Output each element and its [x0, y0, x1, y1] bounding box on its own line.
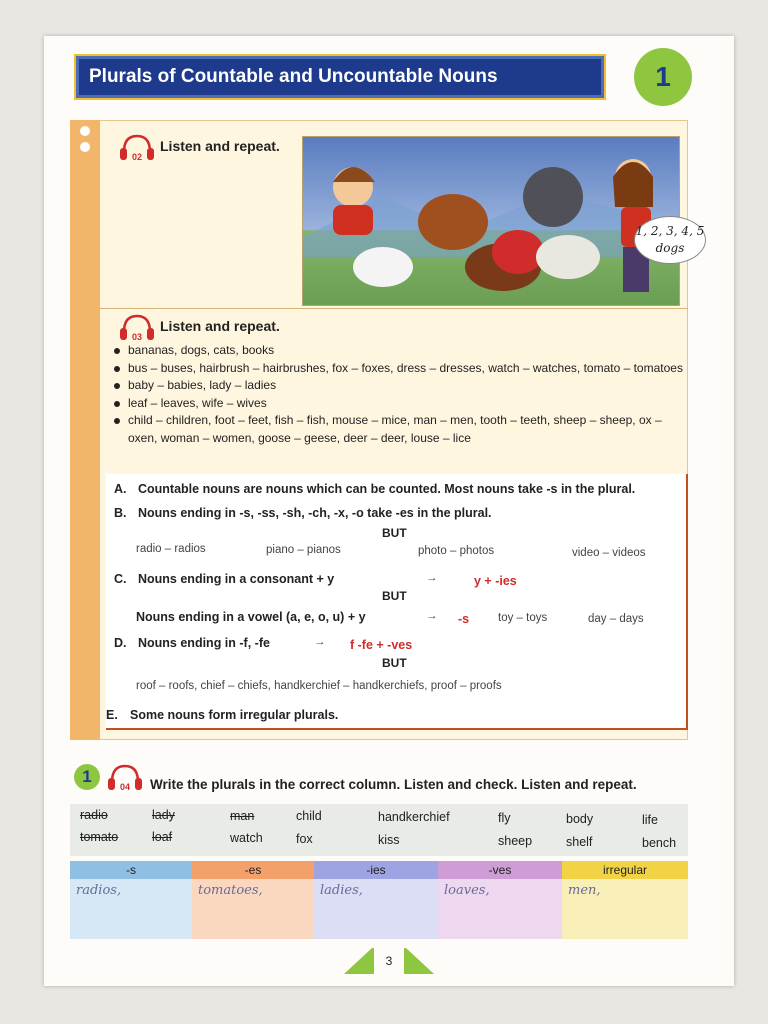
track-number: 03 — [131, 332, 142, 342]
unit-badge: 1 — [634, 48, 692, 106]
divider — [100, 308, 688, 309]
arrow: → — [314, 636, 326, 648]
word: lady — [152, 808, 175, 822]
word: sheep — [498, 834, 533, 848]
list-item: child – children, foot – feet, fish – fish, mouse – mice, man – men, tooth – teeth, sheep – sheep, ox – oxen, woman – women, goose – geese, deer – deer, louse – lice — [114, 412, 684, 447]
word: radio — [80, 808, 108, 822]
word: shelf — [566, 835, 593, 849]
rule-result: -s — [458, 612, 470, 626]
list-item: baby – babies, lady – ladies — [114, 377, 684, 395]
rule-result: y + -ies — [474, 574, 517, 588]
word: fox — [296, 832, 313, 846]
rule-d: D. Nouns ending in -f, -fe — [114, 636, 270, 650]
word: body — [566, 812, 594, 826]
example: toy – toys — [498, 612, 548, 624]
track-number: 02 — [131, 152, 142, 162]
but-label: BUT — [382, 589, 407, 603]
column-header: -ies — [314, 861, 438, 879]
word: life — [642, 813, 658, 827]
example: day – days — [588, 613, 644, 625]
strip-dot — [80, 126, 90, 136]
but-label: BUT — [382, 656, 407, 670]
exercise-number: 1 — [74, 764, 100, 790]
arrow: → — [426, 572, 438, 584]
list-item: bus – buses, hairbrush – hairbrushes, fox – foxes, dress – dresses, watch – watches, tomato – tomatoes — [114, 360, 684, 378]
list-item: bananas, dogs, cats, books — [114, 342, 684, 360]
word: kiss — [378, 833, 400, 847]
exercise-instruction: Write the plurals in the correct column. Listen and check. Listen and repeat. — [150, 777, 637, 792]
word: bench — [642, 836, 677, 850]
page-number: 3 — [385, 954, 393, 968]
word: child — [296, 809, 322, 823]
example: photo – photos — [418, 545, 495, 557]
dogs-illustration — [302, 136, 680, 306]
example: radio – radios — [136, 543, 206, 555]
list-item: leaf – leaves, wife – wives — [114, 395, 684, 413]
but-label: BUT — [382, 526, 407, 540]
column-header: -es — [192, 861, 314, 879]
rule-c: C. Nouns ending in a consonant + y — [114, 572, 335, 586]
strip-dot — [80, 142, 90, 152]
word: handkerchief — [378, 810, 450, 824]
left-strip — [70, 120, 100, 740]
word: fly — [498, 811, 511, 825]
word: tomato — [80, 830, 119, 844]
rule-c2: Nouns ending in a vowel (a, e, o, u) + y — [136, 610, 366, 624]
page-title: Plurals of Countable and Uncountable Nouns — [76, 56, 604, 98]
column-header: -s — [70, 861, 192, 879]
word: loaf — [152, 830, 173, 844]
example: roof – roofs, chief – chiefs, handkerchief – handkerchiefs, proof – proofs — [136, 680, 502, 692]
rule-e: E. Some nouns form irregular plurals. — [106, 708, 339, 722]
page — [44, 36, 734, 986]
example-answer: tomatoes, — [198, 883, 263, 898]
example-answer: loaves, — [444, 883, 490, 898]
section-instruction: Listen and repeat. — [160, 138, 280, 154]
answer-column-es[interactable] — [192, 879, 314, 939]
answer-column-ves[interactable] — [438, 879, 562, 939]
column-header: -ves — [438, 861, 562, 879]
answer-column-s[interactable] — [70, 879, 192, 939]
rule-a: A. Countable nouns are nouns which can be counted. Most nouns take -s in the plural. — [114, 482, 636, 496]
arrow: → — [426, 610, 438, 622]
example: video – videos — [572, 547, 646, 559]
word-list — [114, 342, 684, 447]
answer-column-ies[interactable] — [314, 879, 438, 939]
speech-bubble: 1, 2, 3, 4, 5 dogs — [634, 216, 706, 264]
example: piano – pianos — [266, 544, 341, 556]
word: watch — [230, 831, 263, 845]
example-answer: radios, — [76, 883, 122, 898]
answer-column-irregular[interactable] — [562, 879, 688, 939]
rule-b: B. Nouns ending in -s, -ss, -sh, -ch, -x, -o take -es in the plural. — [114, 506, 492, 520]
word: man — [230, 809, 255, 823]
column-header: irregular — [562, 861, 688, 879]
track-number: 04 — [119, 782, 130, 792]
example-answer: ladies, — [320, 883, 363, 898]
rule-result: f -fe + -ves — [350, 638, 413, 652]
section-instruction: Listen and repeat. — [160, 318, 280, 334]
example-answer: men, — [568, 883, 601, 898]
